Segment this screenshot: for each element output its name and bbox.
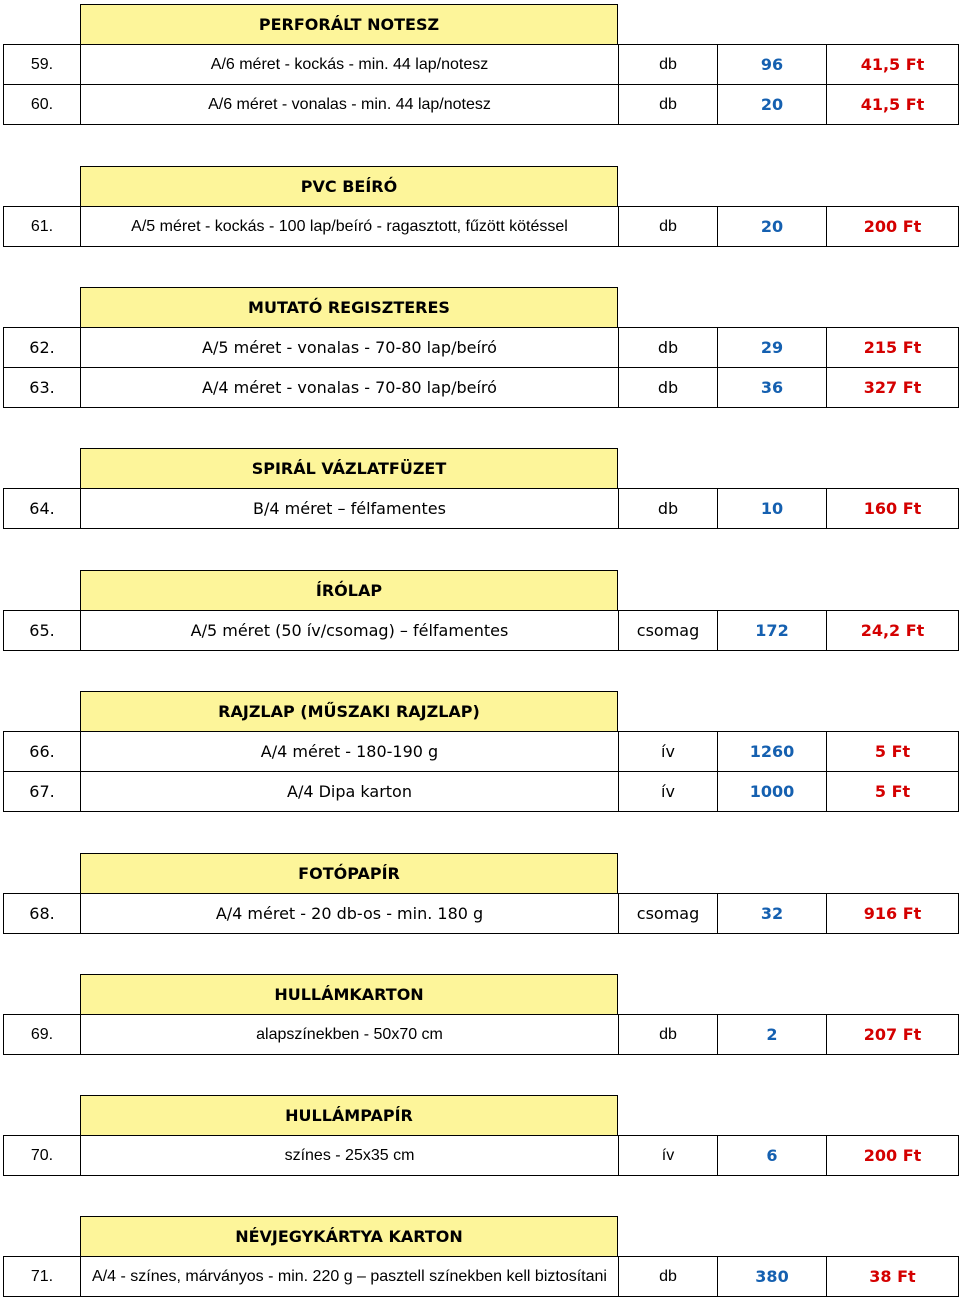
item-quantity: 29 [717,328,826,367]
table-row [3,893,959,934]
item-description: A/5 méret - vonalas - 70-80 lap/beíró [80,328,618,367]
item-number: 68. [29,904,55,923]
item-description: színes - 25x35 cm [80,1136,618,1175]
table-row [3,84,959,125]
item-quantity: 20 [717,85,826,124]
item-unit: db [618,85,717,124]
table-row [3,206,959,247]
item-description: A/4 méret - 20 db-os - min. 180 g [80,894,618,933]
item-description: A/4 méret - 180-190 g [80,732,618,771]
item-number: 70. [30,1146,54,1164]
item-description: A/4 - színes, márványos - min. 220 g – pasztell színekben kell biztosítani [80,1257,618,1296]
item-number: 60. [30,95,54,113]
item-price: 200 Ft [826,1136,958,1175]
item-number: 64. [29,499,55,518]
item-unit: ív [618,732,717,771]
item-quantity: 32 [717,894,826,933]
item-quantity: 36 [717,368,826,407]
table-row [3,327,959,368]
table-row [3,1256,959,1297]
item-quantity: 96 [717,45,826,84]
item-unit: db [618,1015,717,1054]
item-unit: db [618,328,717,367]
item-quantity: 20 [717,207,826,246]
item-description: A/6 méret - kockás - min. 44 lap/notesz [80,45,618,84]
section-header: SPIRÁL VÁZLATFÜZET [80,448,618,489]
section-header: RAJZLAP (MŰSZAKI RAJZLAP) [80,691,618,732]
item-number: 67. [29,782,55,801]
item-unit: ív [618,772,717,811]
item-price: 24,2 Ft [826,611,958,650]
item-unit: db [618,207,717,246]
item-price: 916 Ft [826,894,958,933]
item-price: 41,5 Ft [826,45,958,84]
section-header: ÍRÓLAP [80,570,618,611]
item-quantity: 6 [717,1136,826,1175]
item-description: A/6 méret - vonalas - min. 44 lap/notesz [80,85,618,124]
item-quantity: 380 [717,1257,826,1296]
section-header: HULLÁMPAPÍR [80,1095,618,1136]
section-header: FOTÓPAPÍR [80,853,618,894]
item-unit: db [618,368,717,407]
item-unit: db [618,1257,717,1296]
item-description: A/4 Dipa karton [80,772,618,811]
item-number: 65. [29,621,55,640]
section-header: PVC BEÍRÓ [80,166,618,207]
section-header: PERFORÁLT NOTESZ [80,4,618,45]
item-price: 215 Ft [826,328,958,367]
item-quantity: 172 [717,611,826,650]
item-number: 59. [30,55,54,73]
section-header: NÉVJEGYKÁRTYA KARTON [80,1216,618,1257]
item-number: 69. [30,1025,54,1043]
item-number: 61. [30,217,54,235]
table-row [3,367,959,408]
item-price: 200 Ft [826,207,958,246]
item-unit: db [618,45,717,84]
item-quantity: 1000 [717,772,826,811]
item-number: 71. [30,1267,54,1285]
table-row [3,1014,959,1055]
item-number: 62. [29,338,55,357]
table-row [3,731,959,772]
item-price: 5 Ft [826,732,958,771]
item-price: 41,5 Ft [826,85,958,124]
table-row [3,610,959,651]
item-description: alapszínekben - 50x70 cm [80,1015,618,1054]
item-price: 5 Ft [826,772,958,811]
item-description: A/5 méret (50 ív/csomag) – félfamentes [80,611,618,650]
item-number: 66. [29,742,55,761]
item-number: 63. [29,378,55,397]
item-quantity: 10 [717,489,826,528]
item-description: A/4 méret - vonalas - 70-80 lap/beíró [80,368,618,407]
table-row [3,488,959,529]
item-price: 207 Ft [826,1015,958,1054]
table-row [3,44,959,85]
item-unit: db [618,489,717,528]
item-quantity: 2 [717,1015,826,1054]
item-description: B/4 méret – félfamentes [80,489,618,528]
item-price: 38 Ft [826,1257,958,1296]
item-price: 160 Ft [826,489,958,528]
item-unit: csomag [618,894,717,933]
item-unit: ív [618,1136,717,1175]
item-unit: csomag [618,611,717,650]
item-quantity: 1260 [717,732,826,771]
item-description: A/5 méret - kockás - 100 lap/beíró - ragasztott, fűzött kötéssel [80,207,618,246]
section-header: HULLÁMKARTON [80,974,618,1015]
table-row [3,1135,959,1176]
item-price: 327 Ft [826,368,958,407]
section-header: MUTATÓ REGISZTERES [80,287,618,328]
table-row [3,771,959,812]
